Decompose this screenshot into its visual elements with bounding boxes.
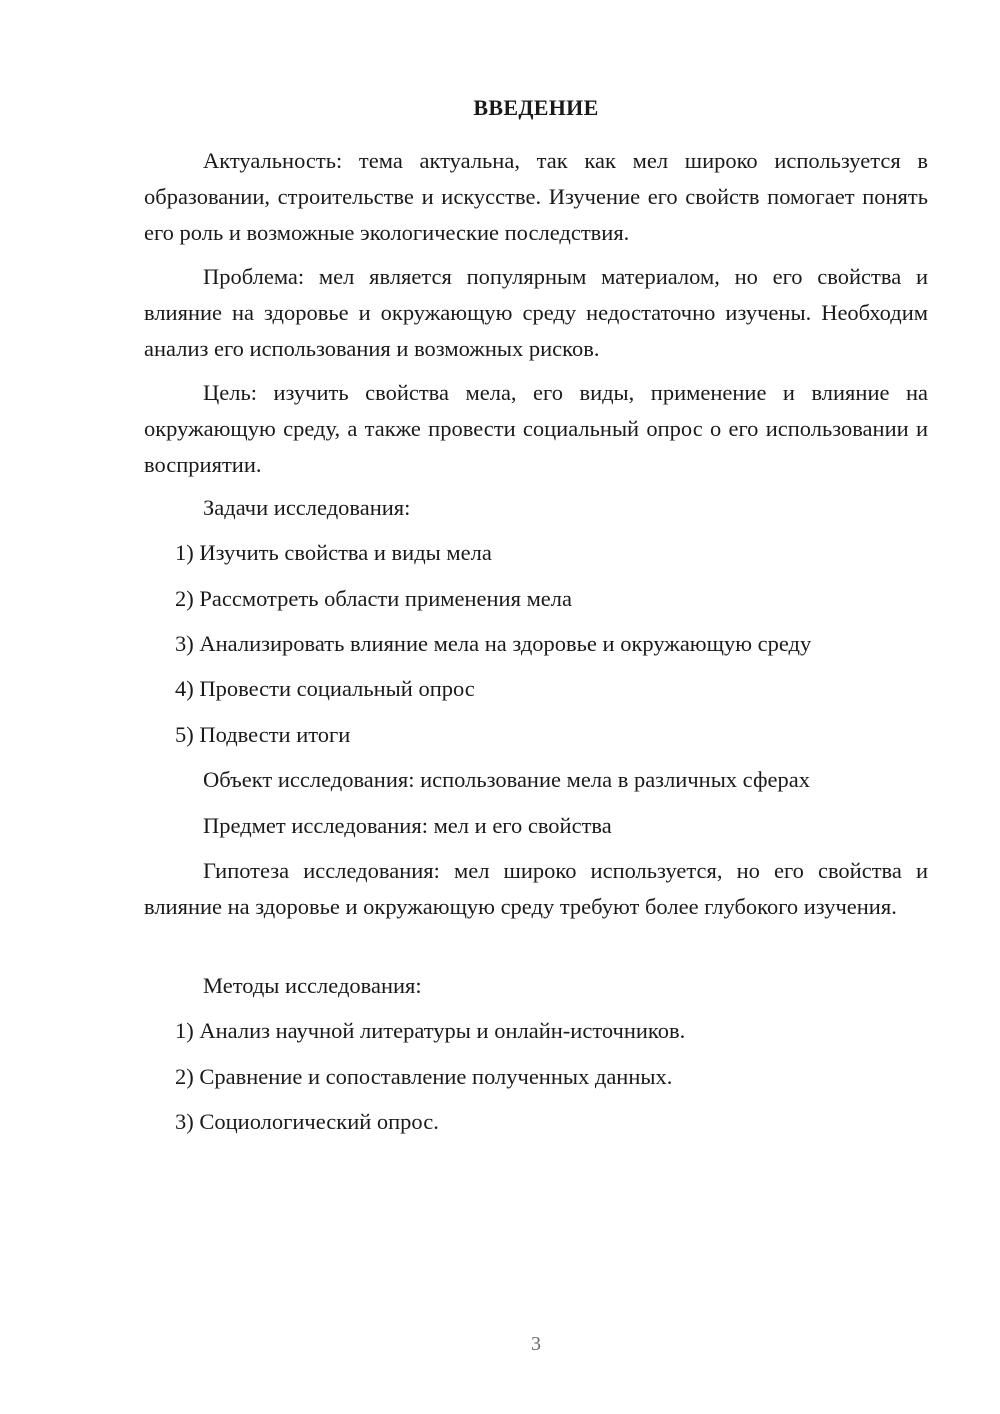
task-item-2: 2) Рассмотреть области применения мела	[175, 586, 573, 611]
task-item-3: 3) Анализировать влияние мела на здоровье и окружающую среду	[175, 631, 812, 656]
task-item-5: 5) Подвести итоги	[175, 722, 351, 747]
hypothesis-paragraph: Гипотеза исследования: мел широко используется, но его свойства и влияние на здоровье и окружающую среду требуют более глубокого изучения.	[144, 858, 928, 919]
research-object: Объект исследования: использование мела в различных сферах	[203, 767, 810, 792]
task-item-1: 1) Изучить свойства и виды мела	[175, 540, 492, 565]
task-item-4: 4) Провести социальный опрос	[175, 676, 475, 701]
methods-label: Методы исследования:	[203, 973, 422, 998]
method-item-3: 3) Социологический опрос.	[175, 1109, 439, 1134]
tasks-label: Задачи исследования:	[203, 495, 411, 520]
method-item-2: 2) Сравнение и сопоставление полученных данных.	[175, 1064, 673, 1089]
page-title: ВВЕДЕНИЕ	[473, 95, 599, 120]
goal-paragraph: Цель: изучить свойства мела, его виды, применение и влияние на окружающую среду, а также провести социальный опрос о его использовании и восприятии.	[144, 380, 928, 477]
problem-paragraph: Проблема: мел является популярным материалом, но его свойства и влияние на здоровье и окружающую среду недостаточно изучены. Необходим анализ его использования и возможных рисков.	[144, 264, 928, 361]
research-subject: Предмет исследования: мел и его свойства	[203, 813, 612, 838]
relevance-paragraph: Актуальность: тема актуальна, так как мел широко используется в образовании, строительстве и искусстве. Изучение его свойств помогает понять его роль и возможные экологические последствия.	[144, 148, 928, 245]
method-item-1: 1) Анализ научной литературы и онлайн-источников.	[175, 1018, 686, 1043]
page-number: 3	[531, 1333, 541, 1355]
